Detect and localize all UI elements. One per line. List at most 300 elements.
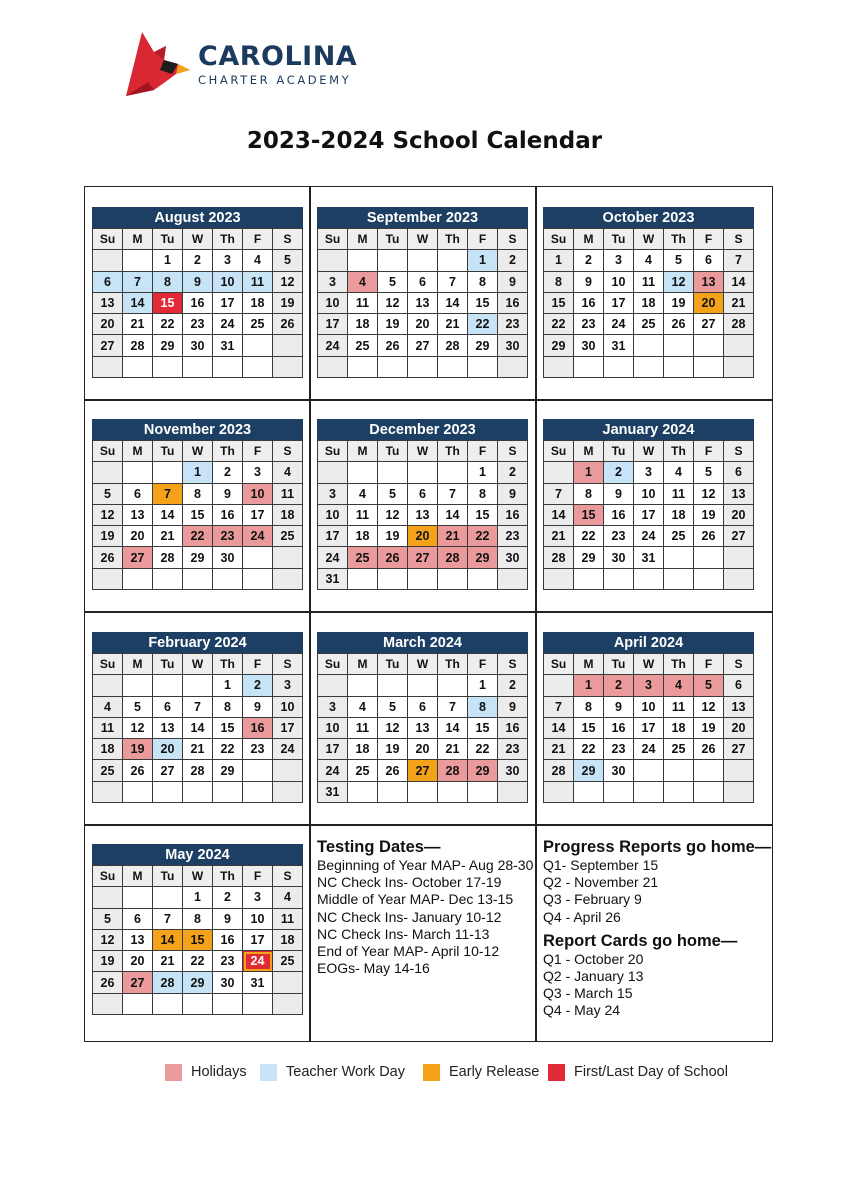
calendar-empty-cell (348, 568, 378, 589)
calendar-day: 1 (183, 887, 213, 908)
calendar-empty-cell (694, 335, 724, 356)
calendar-day: 31 (243, 972, 273, 993)
calendar-day: 16 (498, 292, 528, 313)
testing-date-item: Beginning of Year MAP- Aug 28-30 (317, 857, 534, 873)
calendar-empty-cell (348, 356, 378, 377)
calendar-empty-cell (183, 568, 213, 589)
month-table (92, 865, 303, 1015)
calendar-day: 9 (213, 483, 243, 504)
calendar-day: 30 (574, 335, 604, 356)
day-header: Th (664, 229, 694, 250)
calendar-day: 15 (213, 717, 243, 738)
calendar-empty-cell (498, 568, 528, 589)
day-header: W (634, 229, 664, 250)
calendar-empty-cell (634, 335, 664, 356)
month-title: January 2024 (543, 419, 754, 440)
calendar-day: 11 (348, 292, 378, 313)
calendar-empty-cell (183, 781, 213, 802)
calendar-day: 15 (153, 292, 183, 313)
calendar-day: 13 (93, 292, 123, 313)
calendar-empty-cell (93, 781, 123, 802)
calendar-day: 15 (574, 717, 604, 738)
calendar-day: 30 (604, 547, 634, 568)
calendar-day: 30 (604, 760, 634, 781)
calendar-day: 4 (273, 887, 303, 908)
calendar-day: 15 (183, 504, 213, 525)
calendar-empty-cell (468, 568, 498, 589)
calendar-day: 8 (544, 271, 574, 292)
testing-date-item: NC Check Ins- October 17-19 (317, 874, 502, 891)
calendar-day: 23 (243, 739, 273, 760)
report-card-item: Q2 - January 13 (543, 968, 644, 985)
calendar-day: 21 (544, 739, 574, 760)
calendar-day: 28 (544, 760, 574, 781)
day-header: M (123, 441, 153, 462)
calendar-day: 16 (498, 717, 528, 738)
calendar-empty-cell (604, 568, 634, 589)
calendar-day: 24 (273, 739, 303, 760)
day-header: W (408, 654, 438, 675)
day-header: Su (93, 441, 123, 462)
first-last-day-swatch (548, 1064, 565, 1081)
calendar-day: 17 (243, 504, 273, 525)
calendar-empty-cell (724, 335, 754, 356)
calendar-day: 2 (213, 462, 243, 483)
month-november-2023 (92, 419, 303, 590)
calendar-empty-cell (664, 568, 694, 589)
calendar-day: 10 (243, 483, 273, 504)
month-february-2024 (92, 632, 303, 803)
calendar-day: 14 (438, 717, 468, 738)
calendar-day: 19 (694, 504, 724, 525)
calendar-empty-cell (378, 250, 408, 271)
calendar-day: 28 (183, 760, 213, 781)
calendar-day: 16 (213, 929, 243, 950)
calendar-day: 25 (273, 526, 303, 547)
logo (124, 30, 357, 98)
calendar-day: 3 (634, 675, 664, 696)
calendar-day: 26 (273, 314, 303, 335)
calendar-day: 12 (93, 929, 123, 950)
calendar-day: 17 (213, 292, 243, 313)
calendar-day: 14 (724, 271, 754, 292)
calendar-empty-cell (438, 462, 468, 483)
calendar-day: 31 (634, 547, 664, 568)
calendar-day: 8 (213, 696, 243, 717)
calendar-empty-cell (153, 675, 183, 696)
calendar-empty-cell (544, 356, 574, 377)
calendar-empty-cell (273, 972, 303, 993)
calendar-day: 3 (318, 483, 348, 504)
calendar-day: 3 (634, 462, 664, 483)
grid-divider (85, 824, 772, 826)
calendar-day: 2 (498, 250, 528, 271)
calendar-day: 16 (213, 504, 243, 525)
calendar-day: 9 (604, 696, 634, 717)
calendar-day: 7 (438, 696, 468, 717)
calendar-day: 10 (213, 271, 243, 292)
calendar-day: 14 (544, 504, 574, 525)
calendar-day: 23 (498, 739, 528, 760)
calendar-day: 23 (183, 314, 213, 335)
calendar-day: 1 (468, 250, 498, 271)
calendar-day: 6 (93, 271, 123, 292)
calendar-day: 22 (183, 951, 213, 972)
grid-divider (535, 187, 537, 1041)
calendar-day: 21 (153, 951, 183, 972)
calendar-day: 14 (153, 504, 183, 525)
calendar-day: 28 (724, 314, 754, 335)
day-header: F (468, 654, 498, 675)
calendar-grid (84, 186, 773, 1042)
calendar-day: 28 (123, 335, 153, 356)
calendar-empty-cell (273, 568, 303, 589)
calendar-day: 7 (153, 908, 183, 929)
calendar-day: 23 (213, 526, 243, 547)
calendar-day: 19 (123, 739, 153, 760)
calendar-empty-cell (183, 675, 213, 696)
day-header: M (348, 654, 378, 675)
calendar-day: 26 (123, 760, 153, 781)
day-header: Tu (604, 441, 634, 462)
calendar-day: 27 (408, 547, 438, 568)
calendar-day: 21 (724, 292, 754, 313)
calendar-day: 27 (153, 760, 183, 781)
calendar-empty-cell (123, 356, 153, 377)
calendar-day: 27 (408, 760, 438, 781)
calendar-day: 17 (318, 526, 348, 547)
calendar-day: 14 (123, 292, 153, 313)
calendar-empty-cell (604, 781, 634, 802)
calendar-day: 14 (438, 504, 468, 525)
calendar-empty-cell (664, 356, 694, 377)
day-header: F (694, 441, 724, 462)
calendar-day: 21 (438, 739, 468, 760)
calendar-day: 21 (123, 314, 153, 335)
calendar-day: 20 (724, 717, 754, 738)
calendar-day: 2 (243, 675, 273, 696)
calendar-day: 27 (724, 526, 754, 547)
day-header: M (574, 441, 604, 462)
calendar-day: 13 (724, 696, 754, 717)
day-header: W (408, 441, 438, 462)
legend (0, 1062, 849, 1082)
calendar-empty-cell (183, 993, 213, 1014)
progress-report-item: Q2 - November 21 (543, 874, 659, 891)
month-table (92, 228, 303, 378)
day-header: S (273, 229, 303, 250)
calendar-day: 13 (694, 271, 724, 292)
calendar-day: 26 (694, 739, 724, 760)
month-september-2023 (317, 207, 528, 378)
calendar-day: 11 (348, 504, 378, 525)
calendar-empty-cell (273, 760, 303, 781)
month-title: February 2024 (92, 632, 303, 653)
calendar-day: 9 (183, 271, 213, 292)
calendar-day: 11 (93, 717, 123, 738)
calendar-empty-cell (438, 675, 468, 696)
month-title: August 2023 (92, 207, 303, 228)
calendar-day: 6 (408, 271, 438, 292)
calendar-empty-cell (348, 675, 378, 696)
calendar-day: 31 (318, 781, 348, 802)
month-may-2024 (92, 844, 303, 1015)
calendar-day: 4 (664, 675, 694, 696)
calendar-day: 13 (123, 929, 153, 950)
calendar-day: 7 (544, 696, 574, 717)
calendar-empty-cell (634, 781, 664, 802)
day-header: S (724, 229, 754, 250)
calendar-day: 30 (213, 972, 243, 993)
calendar-day: 18 (348, 526, 378, 547)
calendar-empty-cell (634, 356, 664, 377)
calendar-day: 27 (123, 972, 153, 993)
calendar-day: 1 (574, 462, 604, 483)
calendar-day: 10 (273, 696, 303, 717)
calendar-day: 12 (664, 271, 694, 292)
calendar-day: 5 (664, 250, 694, 271)
calendar-day: 25 (273, 951, 303, 972)
month-table (543, 653, 754, 803)
calendar-day: 20 (408, 526, 438, 547)
calendar-empty-cell (318, 675, 348, 696)
calendar-day: 16 (604, 504, 634, 525)
day-header: F (243, 654, 273, 675)
calendar-empty-cell (243, 781, 273, 802)
calendar-day: 16 (243, 717, 273, 738)
month-table (317, 228, 528, 378)
calendar-empty-cell (318, 462, 348, 483)
calendar-day: 9 (498, 271, 528, 292)
report-cards-heading: Report Cards go home— (543, 931, 738, 950)
calendar-day: 3 (604, 250, 634, 271)
calendar-day: 27 (123, 547, 153, 568)
calendar-day: 11 (243, 271, 273, 292)
calendar-day: 8 (183, 908, 213, 929)
calendar-day: 29 (183, 972, 213, 993)
early-release-swatch (423, 1064, 440, 1081)
calendar-empty-cell (213, 568, 243, 589)
day-header: S (273, 654, 303, 675)
calendar-day: 18 (273, 929, 303, 950)
calendar-day: 26 (93, 547, 123, 568)
calendar-empty-cell (213, 356, 243, 377)
calendar-day: 19 (378, 526, 408, 547)
day-header: Th (438, 441, 468, 462)
month-march-2024 (317, 632, 528, 803)
calendar-day: 7 (544, 483, 574, 504)
calendar-day: 7 (123, 271, 153, 292)
calendar-day: 20 (153, 739, 183, 760)
calendar-day: 8 (574, 696, 604, 717)
day-header: Su (318, 654, 348, 675)
calendar-empty-cell (664, 547, 694, 568)
day-header: Th (213, 229, 243, 250)
calendar-empty-cell (634, 760, 664, 781)
calendar-empty-cell (544, 462, 574, 483)
calendar-day: 24 (634, 526, 664, 547)
legend-first-last-day (548, 1062, 728, 1082)
calendar-day: 6 (408, 696, 438, 717)
calendar-day: 24 (634, 739, 664, 760)
calendar-day: 28 (544, 547, 574, 568)
calendar-day: 17 (318, 314, 348, 335)
month-august-2023 (92, 207, 303, 378)
calendar-day: 15 (468, 504, 498, 525)
day-header: Th (664, 441, 694, 462)
calendar-day: 13 (408, 292, 438, 313)
calendar-day: 9 (243, 696, 273, 717)
calendar-empty-cell (273, 335, 303, 356)
month-title: December 2023 (317, 419, 528, 440)
calendar-day: 18 (273, 504, 303, 525)
calendar-day: 10 (243, 908, 273, 929)
calendar-day: 24 (213, 314, 243, 335)
calendar-empty-cell (408, 675, 438, 696)
calendar-day: 6 (724, 462, 754, 483)
day-header: Tu (378, 441, 408, 462)
calendar-empty-cell (694, 547, 724, 568)
calendar-day: 29 (574, 547, 604, 568)
calendar-empty-cell (468, 356, 498, 377)
testing-date-item: EOGs- May 14-16 (317, 960, 430, 977)
calendar-day: 21 (183, 739, 213, 760)
calendar-day: 25 (93, 760, 123, 781)
calendar-empty-cell (664, 781, 694, 802)
calendar-day: 22 (468, 314, 498, 335)
calendar-empty-cell (604, 356, 634, 377)
calendar-empty-cell (378, 462, 408, 483)
report-card-item: Q1 - October 20 (543, 950, 644, 967)
calendar-day: 12 (378, 504, 408, 525)
calendar-day: 7 (724, 250, 754, 271)
calendar-day: 10 (634, 483, 664, 504)
day-header: Su (544, 654, 574, 675)
calendar-day: 9 (498, 483, 528, 504)
calendar-day: 17 (243, 929, 273, 950)
calendar-day: 24 (318, 547, 348, 568)
month-title: March 2024 (317, 632, 528, 653)
calendar-empty-cell (498, 781, 528, 802)
calendar-empty-cell (93, 887, 123, 908)
day-header: Th (213, 866, 243, 887)
calendar-day: 25 (348, 760, 378, 781)
calendar-day: 19 (694, 717, 724, 738)
calendar-day: 7 (438, 483, 468, 504)
calendar-day: 25 (348, 335, 378, 356)
calendar-day: 27 (93, 335, 123, 356)
calendar-day: 22 (574, 739, 604, 760)
calendar-empty-cell (123, 993, 153, 1014)
calendar-day: 1 (468, 675, 498, 696)
calendar-empty-cell (123, 568, 153, 589)
testing-date-item: NC Check Ins- March 11-13 (317, 925, 490, 942)
calendar-day: 28 (153, 972, 183, 993)
day-header: W (634, 654, 664, 675)
calendar-day: 4 (93, 696, 123, 717)
legend-early-release (423, 1062, 539, 1082)
calendar-day: 27 (694, 314, 724, 335)
calendar-day: 5 (273, 250, 303, 271)
calendar-day: 8 (468, 271, 498, 292)
calendar-day: 23 (604, 526, 634, 547)
calendar-day: 17 (634, 717, 664, 738)
calendar-day: 20 (408, 739, 438, 760)
calendar-day: 22 (153, 314, 183, 335)
calendar-day: 15 (183, 929, 213, 950)
calendar-day: 6 (724, 675, 754, 696)
day-header: Th (664, 654, 694, 675)
calendar-day: 29 (213, 760, 243, 781)
calendar-day: 26 (378, 547, 408, 568)
calendar-day: 15 (574, 504, 604, 525)
calendar-day: 20 (694, 292, 724, 313)
calendar-day: 1 (153, 250, 183, 271)
calendar-empty-cell (123, 675, 153, 696)
calendar-empty-cell (123, 250, 153, 271)
calendar-day: 11 (273, 908, 303, 929)
calendar-empty-cell (694, 781, 724, 802)
calendar-day: 12 (123, 717, 153, 738)
day-header: Th (438, 229, 468, 250)
calendar-day: 6 (123, 483, 153, 504)
calendar-empty-cell (123, 887, 153, 908)
day-header: Su (544, 229, 574, 250)
calendar-empty-cell (318, 250, 348, 271)
calendar-day: 18 (664, 504, 694, 525)
calendar-day: 2 (574, 250, 604, 271)
calendar-day: 30 (213, 547, 243, 568)
day-header: F (468, 441, 498, 462)
calendar-day: 8 (468, 483, 498, 504)
calendar-day: 4 (664, 462, 694, 483)
calendar-day: 25 (634, 314, 664, 335)
calendar-day: 3 (243, 462, 273, 483)
calendar-day: 2 (213, 887, 243, 908)
day-header: Tu (153, 229, 183, 250)
calendar-day: 25 (664, 739, 694, 760)
calendar-empty-cell (243, 547, 273, 568)
legend-holidays (165, 1062, 247, 1082)
calendar-day: 29 (153, 335, 183, 356)
day-header: F (468, 229, 498, 250)
day-header: F (243, 441, 273, 462)
day-header: Su (318, 229, 348, 250)
calendar-day: 24 (243, 526, 273, 547)
day-header: Su (93, 229, 123, 250)
day-header: Tu (153, 866, 183, 887)
calendar-day: 9 (574, 271, 604, 292)
calendar-empty-cell (273, 547, 303, 568)
calendar-day: 5 (93, 908, 123, 929)
page-title: 2023-2024 School Calendar (246, 128, 603, 154)
calendar-day: 22 (468, 526, 498, 547)
calendar-day: 11 (273, 483, 303, 504)
grid-divider (85, 399, 772, 401)
progress-report-item: Q1- September 15 (543, 857, 659, 873)
grid-divider (309, 187, 311, 1041)
calendar-empty-cell (498, 356, 528, 377)
calendar-day: 23 (574, 314, 604, 335)
calendar-day: 19 (664, 292, 694, 313)
calendar-day: 17 (634, 504, 664, 525)
calendar-day: 10 (318, 717, 348, 738)
calendar-day: 13 (408, 504, 438, 525)
calendar-empty-cell (408, 462, 438, 483)
calendar-day: 20 (93, 314, 123, 335)
day-header: Tu (378, 654, 408, 675)
calendar-day: 23 (604, 739, 634, 760)
